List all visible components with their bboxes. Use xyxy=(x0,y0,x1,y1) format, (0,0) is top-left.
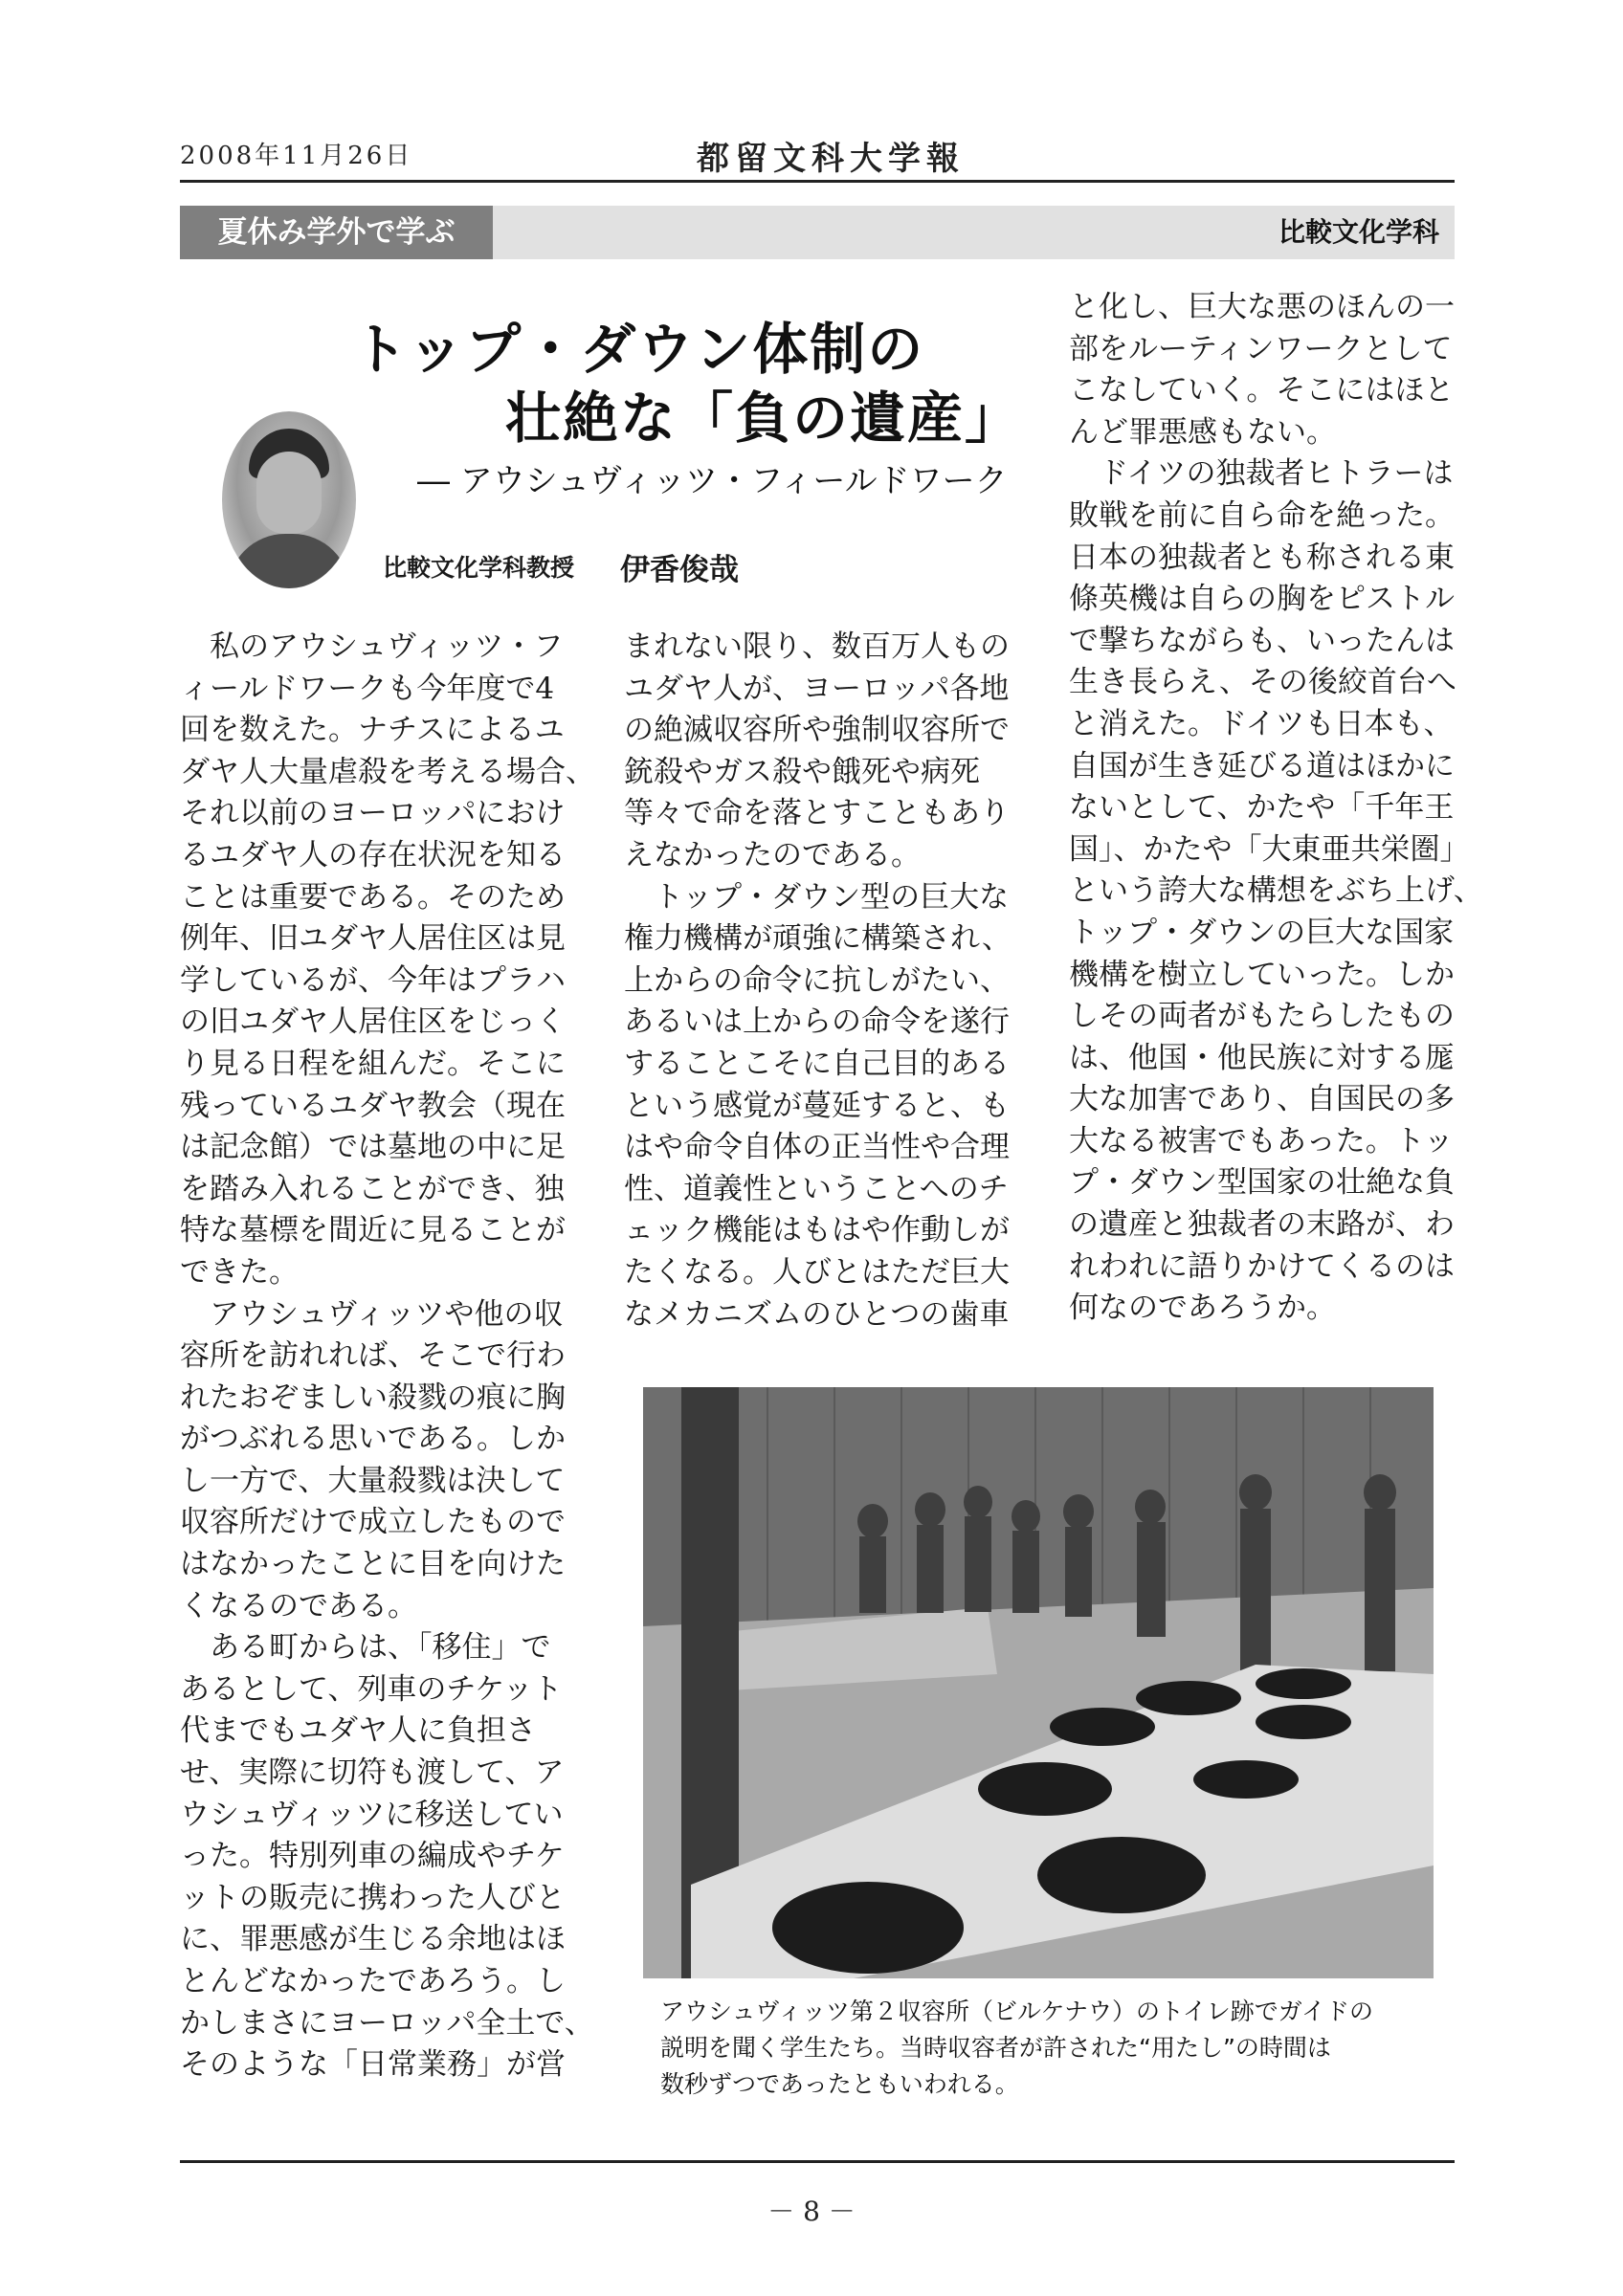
body-column-2: まれない限り、数百万人もの ユダヤ人が、ヨーロッパ各地 の絶滅収容所や強制収容所で 銃殺やガス殺や餓死や病死 等々で命を落とすこともあり えなかったのである。 トップ・ダウン型の巨大な 権力機構が頑強に構築され、 上からの命令に抗しがたい、 あるいは上からの命令を遂行 することこそに自己目的ある という感覚が蔓延すると、も はや命令自体の正当性や合理 性、道義性ということへのチ ェック機能はもはや作動しが たくなる。人びとはただ巨大 なメカニズムのひとつの歯車 xyxy=(624,629,1012,1332)
header-divider xyxy=(180,180,1455,183)
footer-divider xyxy=(180,2160,1455,2163)
issue-date: 2008年11月26日 xyxy=(180,142,413,170)
body-column-3: と化し、巨大な悪のほんの一 部をルーティンワークとして こなしていく。そこにはほと んど罪悪感もない。 ドイツの独裁者ヒトラーは 敗戦を前に自ら命を絶った。 日本の独裁者とも称される東 條英機は自らの胸をピストル で撃ちながらも、いったんは 生き長らえ、その後絞首台へ と消えた。ドイツも日本も、 自国が生き延びる道はほかに ないとして、かたや「千年王 国」、かたや「大東亜共栄圏」 という誇大な構想をぶち上げ、 トップ・ダウンの巨大な国家 機構を樹立していった。しか しその両者がもたらしたもの は、他国・他民族に対する厖 大な加害であり、自国民の多 大なる被害でもあった。トッ プ・ダウン型国家の壮絶な負 の遺産と独裁者の末路が、わ れわれに語りかけてくるのは 何なのであろうか。 xyxy=(1069,290,1483,1326)
photo-caption: アウシュヴィッツ第２収容所（ビルケナウ）のトイレ跡でガイドの 説明を聞く学生たち。当時収容者が許された“用たし”の時間は 数秒ずつであったともいわれる。 xyxy=(660,1998,1374,2098)
article-title-line-2: 壮絶な「負の遺産」 xyxy=(505,386,1023,451)
article-subtitle: ― アウシュヴィッツ・フィールドワーク xyxy=(417,462,1008,500)
latrine-photo xyxy=(643,1387,1434,1978)
article-title-line-1: トップ・ダウン体制の xyxy=(352,317,925,382)
author-portrait xyxy=(222,411,356,588)
section-department: 比較文化学科 xyxy=(1278,216,1439,248)
publication-title: 都留文科大学報 xyxy=(697,140,965,178)
section-tag: 夏休み学外で学ぶ xyxy=(180,206,493,259)
author-affiliation: 比較文化学科教授 xyxy=(383,554,575,582)
page-number: － 8 － xyxy=(767,2196,856,2227)
body-column-1: 私のアウシュヴィッツ・フ ィールドワークも今年度で4 回を数えた。ナチスによるユ ダヤ人大量虐殺を考える場合、 それ以前のヨーロッパにおけ るユダヤ人の存在状況を知る ことは重要である。そのため 例年、旧ユダヤ人居住区は見 学しているが、今年はプラハ の旧ユダヤ人居住区をじっく り見る日程を組んだ。そこに 残っているユダヤ教会（現在 は記念館）では墓地の中に足 を踏み入れることができ、独 特な墓標を間近に見ることが できた。 アウシュヴィッツや他の収 容所を訪れれば、そこで行わ れたおぞましい殺戮の痕に胸 がつぶれる思いである。しか し一方で、大量殺戮は決して 収容所だけで成立したもので はなかったことに目を向けた くなるのである。 ある町からは、「移住」で あるとして、列車のチケット 代までもユダヤ人に負担さ せ、実際に切符も渡して、ア ウシュヴィッツに移送してい った。特別列車の編成やチケ ットの販売に携わった人びと に、罪悪感が生じる余地はほ とんどなかったであろう。し かしまさにヨーロッパ全土で、 そのような「日常業務」が営 xyxy=(180,629,595,2083)
author-name: 伊香俊哉 xyxy=(620,553,739,587)
